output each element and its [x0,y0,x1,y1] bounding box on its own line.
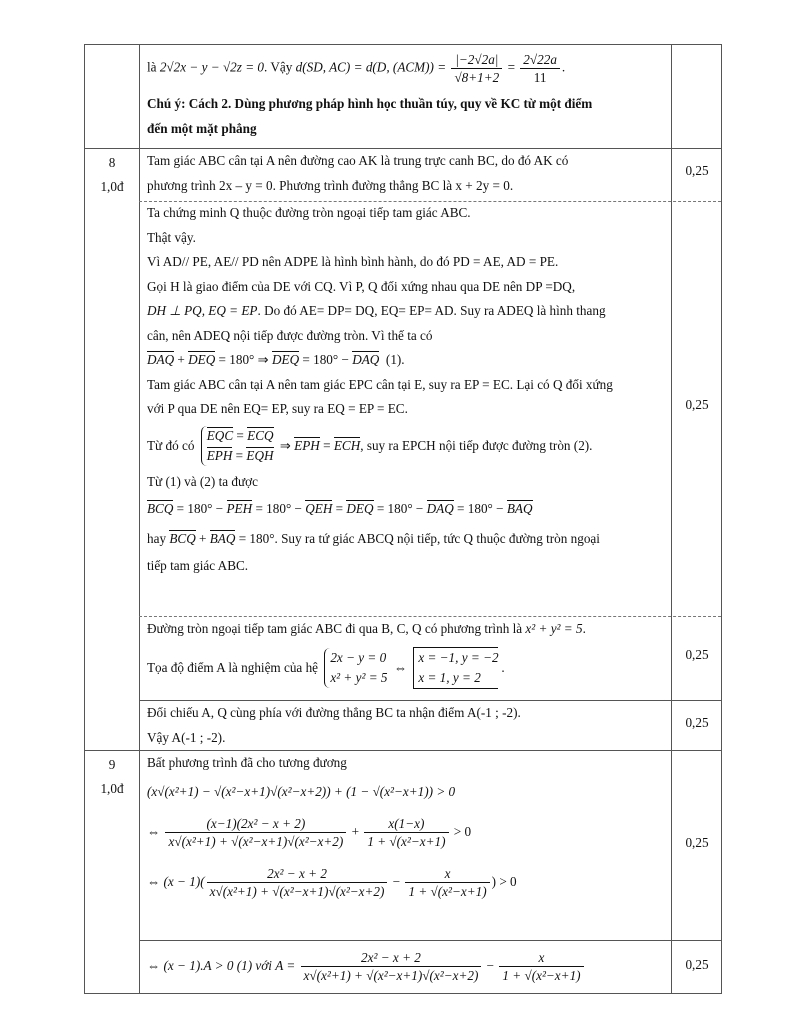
fraction: $\frac{\text{2x² − x + 2}}{\text{x√(x²+1) + √(x²−x+1)√(x²−x+2)}}$ [301,949,482,984]
q9-part1: Bất phương trình đã cho tương đương (x√(x²+1) − √(x²−x+1)√(x²−x+2)) + (1 − √(x²−x+1)) > 0 ⇔ $\frac{\text{(x−1)(2x² − x + 2)}}{\text{x√(x²+1) + √(x²−x+1)√(x²−x+2)}}$ + $\frac{x(1-x)}{\text{1 + √(x²−x+1)}}$ > 0 ⇔ (x − 1)( $\frac{\text{2x² − x + 2}}{\text{x√(x²+1) + √(x²−x+1)√(x²−x+2)}}$ − $\frac{x}{\text{1 + √(x²−x+1)}}$ ) > 0 [147,755,517,899]
score-cell: 0,25 [685,647,709,662]
q8-part4: Đối chiếu A, Q cùng phía với đường thẳng BC ta nhận điểm A(-1 ; -2). Vậy A(-1 ; -2). [147,705,521,745]
fraction: $\frac{\text{(x−1)(2x² − x + 2)}}{\text{x√(x²+1) + √(x²−x+1)√(x²−x+2)}}$ [165,815,346,850]
note-line: Chú ý: Cách 2. Dùng phương pháp hình học thuần túy, quy về KC từ một điểm [147,96,593,111]
distance-fraction: $\frac{|-2√2a|}{√8+1+2}$ [451,51,502,86]
question-number-8: 8 1,0đ [100,155,124,194]
q8-part1: Tam giác ABC cân tại A nên đường cao AK là trung trực canh BC, do đó AK có phương trình 2x – y = 0. Phương trình đường thẳng BC là x + 2y = 0. [147,153,569,193]
fraction: $\frac{x(1-x)}{\text{1 + √(x²−x+1)}}$ [364,815,448,850]
fraction: $\frac{x}{\text{1 + √(x²−x+1)}}$ [405,865,489,900]
top-continuation: là 2√2x − y − √2z = 0. Vậy d(SD, AC) = d(D, (ACM)) = $\frac{|-2√2a|}{√8+1+2}$ = $\frac{2√22a}{11}$ . Chú ý: Cách 2. Dùng phương pháp hình học thuần túy, quy về KC từ một điểm đến một mặt phẳng [147,51,667,141]
q8-part2: Ta chứng minh Q thuộc đường tròn ngoại tiếp tam giác ABC. Thật vậy. Vì AD// PE, AE// PD nên ADPE là hình bình hành, do đó PD = AE, AD = PE. Gọi H là giao điểm của DE với CQ. Vì P, Q đối xứng nhau qua DE nên DP =DQ, DH ⊥ PQ, EQ = EP. Do đó AE= DP= DQ, EQ= EP= AD. Suy ra ADEQ là hình thang cân, nên ADEQ nội tiếp được đường tròn. Vì thế ta có DAQ + DEQ = 180° ⇒ DEQ = 180° − DAQ (1). Tam giác ABC cân tại A nên tam giác EPC cân tại E, suy ra EP = EC. Lại có Q đối xứng với P qua DE nên EQ= EP, suy ra EQ = EP = EC. Từ đó có EQC = ECQ EPH = EQH ⇒ EPH = ECH, suy ra EPCH nội tiếp được đường tròn (2). Từ (1) và (2) ta được BCQ = 180° − PEH = 180° − QEH = DEQ = 180° − DAQ = 180° − BAQ hay BCQ + BAQ = 180°. Suy ra tứ giác ABCQ nội tiếp, tức Q thuộc đường tròn ngoại tiếp tam giác ABC. [147,205,613,573]
q9-part2: ⇔ (x − 1).A > 0 (1) với A = $\frac{\text{2x² − x + 2}}{\text{x√(x²+1) + √(x²−x+1)√(x²−x+2)}}$ − $\frac{x}{\text{1 + √(x²−x+1)}}$ [147,943,667,989]
question-number-9: 9 1,0đ [100,757,124,796]
fraction: $\frac{x}{\text{1 + √(x²−x+1)}}$ [499,949,583,984]
score-cell: 0,25 [685,957,709,972]
system-brace: EQC = ECQ EPH = EQH [201,426,274,466]
solution-table [84,44,722,994]
score-cell: 0,25 [685,835,709,850]
q8-part3: Đường tròn ngoại tiếp tam giác ABC đi qua B, C, Q có phương trình là x² + y² = 5. Tọa độ điểm A là nghiệm của hệ 2x − y = 0 x² + y² = 5 ⇔ x = −1, y = −2 x = 1, y = 2 . [147,617,667,694]
distance-result-fraction: $\frac{2√22a}{11}$ [520,51,560,86]
part-divider [139,940,721,941]
system-brace: 2x − y = 0 x² + y² = 5 [324,648,387,688]
score-cell: 0,25 [685,163,709,178]
score-cell: 0,25 [685,397,709,412]
fraction: $\frac{\text{2x² − x + 2}}{\text{x√(x²+1) + √(x²−x+1)√(x²−x+2)}}$ [207,865,388,900]
note-line: đến một mặt phẳng [147,120,257,136]
column-divider-left [139,45,140,993]
solution-bracket: x = −1, y = −2 x = 1, y = 2 [413,647,498,689]
score-cell: 0,25 [685,715,709,730]
